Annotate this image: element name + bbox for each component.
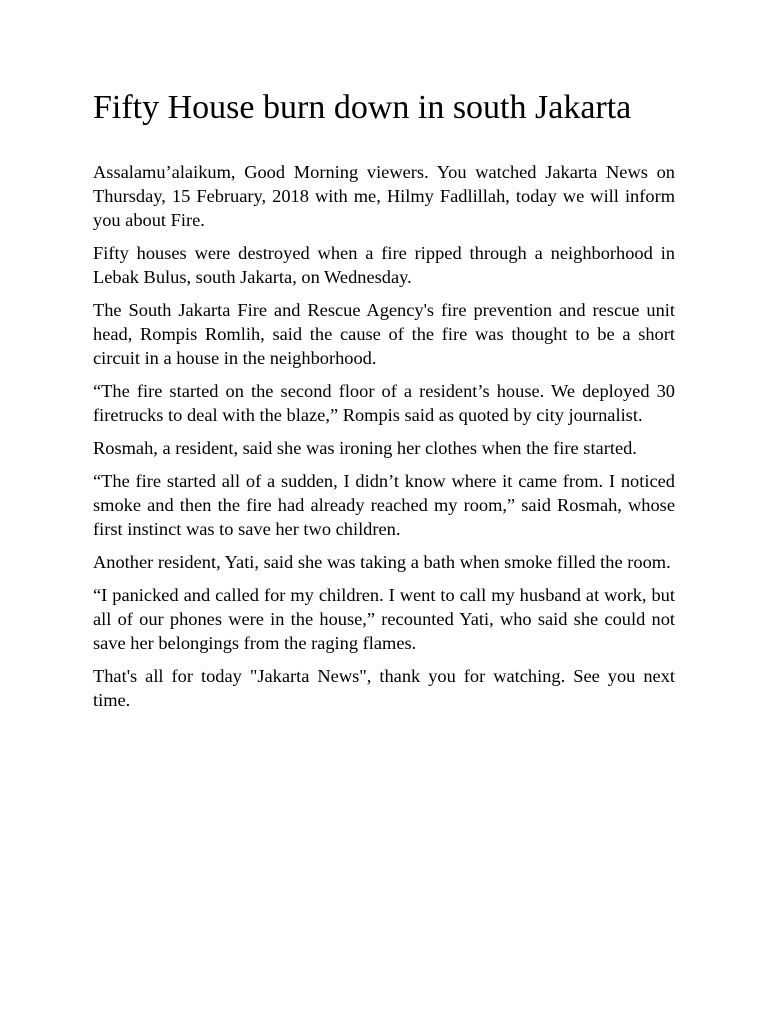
paragraph-rosmah-quote: “The fire started all of a sudden, I didn’t know where it came from. I noticed smoke and then the fire had already reached my room,” said Rosmah, whose first instinct was to save her two children. <box>93 471 675 539</box>
paragraph-rosmah: Rosmah, a resident, said she was ironing her clothes when the fire started. <box>93 438 637 458</box>
document-body <box>93 160 675 712</box>
paragraph-yati: Another resident, Yati, said she was taking a bath when smoke filled the room. <box>93 552 671 572</box>
paragraph-greeting: Assalamu’alaikum, Good Morning viewers. You watched Jakarta News on Thursday, 15 February, 2018 with me, Hilmy Fadlillah, today we will inform you about Fire. <box>93 162 675 230</box>
paragraph-yati-quote: “I panicked and called for my children. I went to call my husband at work, but all of our phones were in the house,” recounted Yati, who said she could not save her belongings from the raging flames. <box>93 585 675 653</box>
document-title: Fifty House burn down in south Jakarta <box>93 89 632 126</box>
paragraph-summary: Fifty houses were destroyed when a fire ripped through a neighborhood in Lebak Bulus, south Jakarta, on Wednesday. <box>93 243 675 287</box>
paragraph-rompis-quote: “The fire started on the second floor of a resident’s house. We deployed 30 firetrucks to deal with the blaze,” Rompis said as quoted by city journalist. <box>93 381 675 425</box>
paragraph-closing: That's all for today "Jakarta News", thank you for watching. See you next time. <box>93 666 675 710</box>
paragraph-cause: The South Jakarta Fire and Rescue Agency's fire prevention and rescue unit head, Rompis Romlih, said the cause of the fire was thought to be a short circuit in a house in the neighborhood. <box>93 300 675 368</box>
